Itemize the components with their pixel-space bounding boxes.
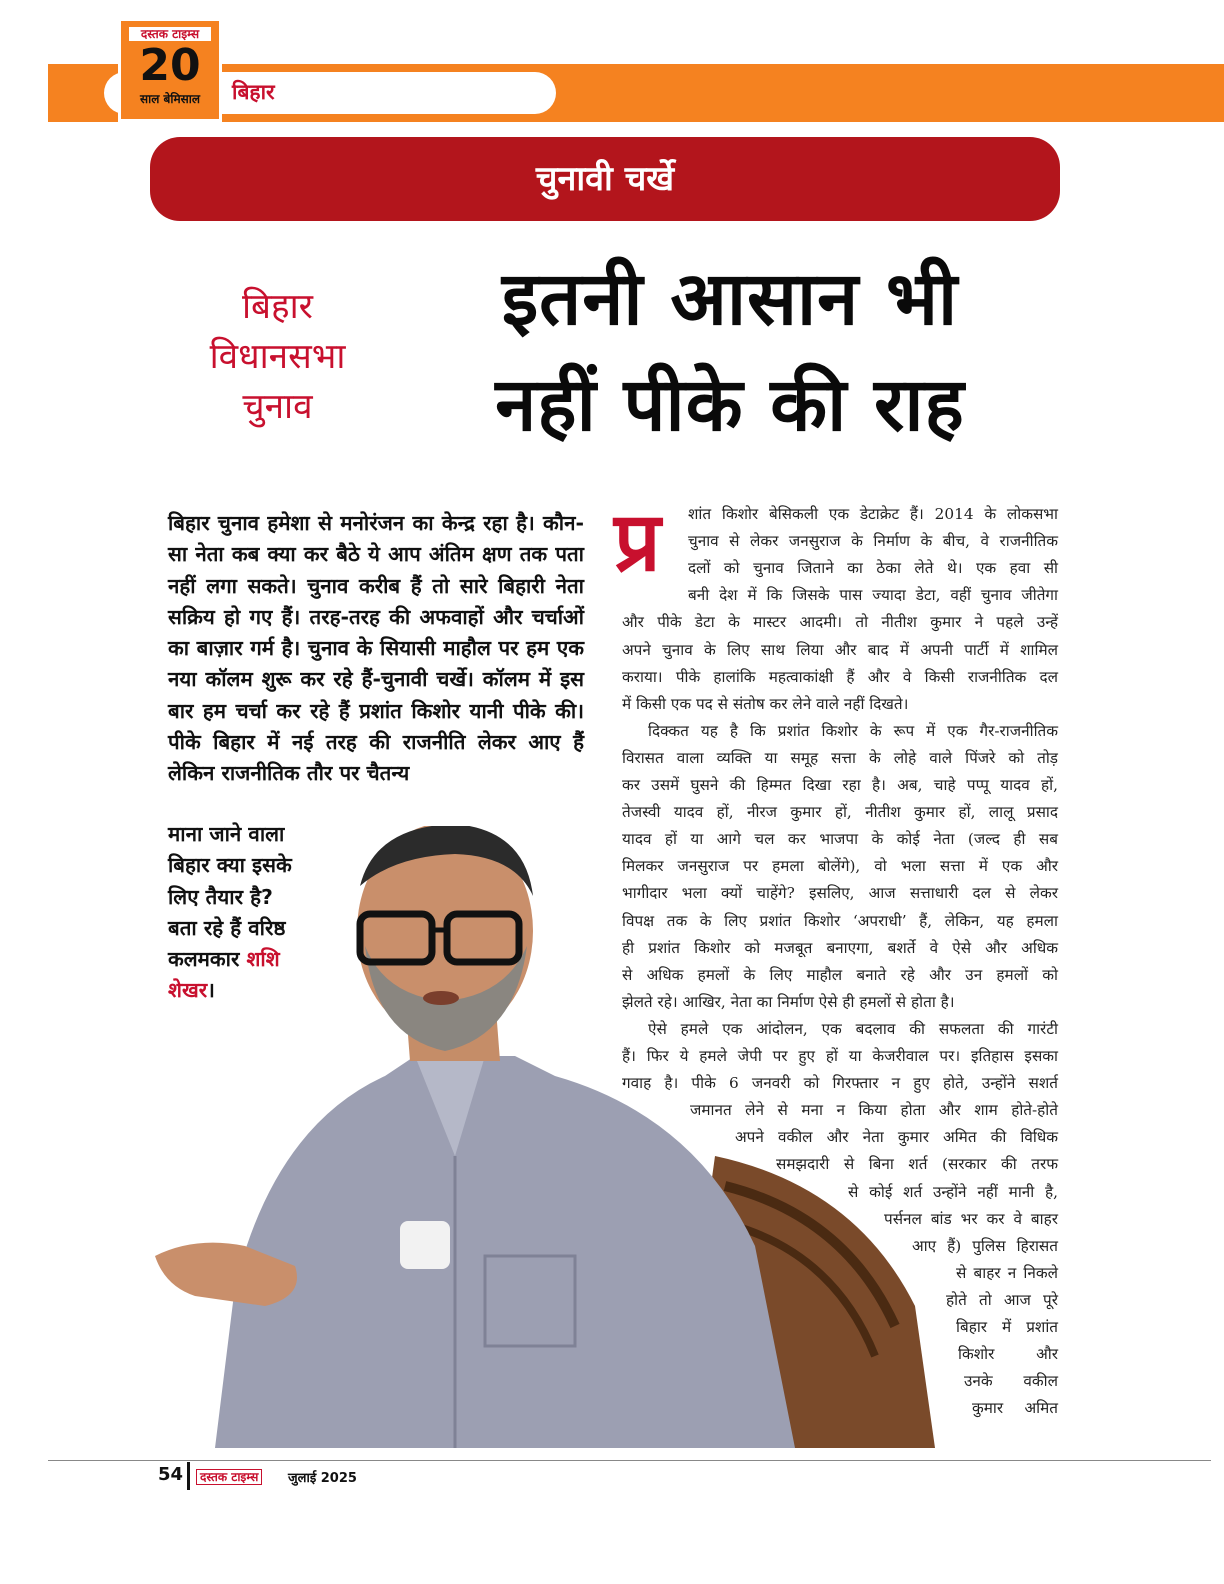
drop-cap: प्र [614,495,661,590]
article-line: हैं। फिर ये हमले जेपी पर हुए हों या केजरीवाल पर। इतिहास इसका [622,1047,1058,1065]
column-banner [150,137,1060,221]
kicker-line: विधानसभा [209,337,346,377]
article-line: पर्सनल बांड भर कर वे बाहर [884,1209,1058,1228]
article-line: समझदारी से बिना शर्त (सरकार की तरफ [776,1155,1058,1174]
article-line: विपक्ष तक के लिए प्रशांत किशोर ‘अपराधी’ हैं, लेकिन, यह हमला [622,911,1058,930]
article-line: से कोई शर्त उन्होंने नहीं मानी है, [848,1182,1058,1201]
article-line: ऐसे हमले एक आंदोलन, एक बदलाव की सफलता की गारंटी [648,1019,1058,1038]
article-line: से बाहर न निकले [956,1263,1058,1282]
footer-separator [187,1462,190,1490]
article-line: शांत किशोर बेसिकली एक डेटाक्रेट हैं। 2014 के लोकसभा [688,505,1058,523]
article-line: होते तो आज पूरे [946,1290,1058,1309]
article-line: विरासत वाला व्यक्ति या समूह सत्ता के लोहे वाले पिंजरे को तोड़ [622,748,1058,767]
intro-tail-line: बिहार क्या इसके [168,853,292,878]
article-line: तेजस्वी यादव हों, नीरज कुमार हों, नीतीश कुमार हों, लालू प्रसाद [622,803,1058,822]
article-line: दिक्कत यह है कि प्रशांत किशोर के रूप में एक गैर-राजनीतिक [648,721,1058,740]
author-surname: शेखर [168,978,208,1003]
article-line: अपने वकील और नेता कुमार अमित की विधिक [735,1128,1058,1147]
intro-text: बिहार चुनाव हमेशा से मनोरंजन का केन्द्र रहा है। कौन-सा नेता कब क्या कर बैठे ये आप अंतिम क्षण तक पता नहीं लगा सकते। चुनाव करीब हैं तो सारे बिहारी नेता सक्रिय हो गए हैं। तरह-तरह की अफवाहों और चर्चाओं का बाज़ार गर्म है। चुनाव के सियासी माहौल पर हम एक नया कॉलम शुरू कर रहे हैं-चुनावी चर्खे। कॉलम में इस बार हम चर्चा कर रहे हैं प्रशांत किशोर यानी पीके की। पीके बिहार में नई तरह की राजनीति लेकर आए हैं लेकिन राजनीतिक तौर पर चैतन्य [168,511,584,786]
article-line: अपने चुनाव के लिए साथ लिया और बाद में अपनी पार्टी में शामिल [622,640,1058,659]
article-line: उनके वकील [964,1372,1058,1391]
headline-line: इतनी आसान भी [501,256,959,342]
headline-line: नहीं पीके की राह [495,362,965,448]
article-line: और पीके डेटा के मास्टर आदमी। तो नीतीश कुमार ने पहले उन्हें [622,613,1058,632]
section-label: बिहार [232,80,275,104]
article-line: भागीदार भला क्यों चाहेंगे? इसलिए, आज सत्ताधारी दल से लेकर [622,884,1058,903]
logo-number: 20 [139,40,201,91]
article-line: कुमार अमित [972,1399,1058,1418]
author-name: शशि [246,947,280,972]
article-line: गवाह है। पीके 6 जनवरी को गिरफ्तार न हुए होते, उन्होंने सशर्त [622,1074,1058,1093]
end-mark: । [207,978,215,1003]
kicker-line: चुनाव [242,387,313,427]
page-number: 54 [158,1464,184,1485]
article-line: बनी देश में कि जिसके पास ज्यादा डेटा, वहीं चुनाव जीतेगा [688,586,1058,605]
byline-prefix: कलमकार [168,947,240,972]
kicker [190,282,365,432]
headline [405,246,1055,458]
logo-tagline: साल बेमिसाल [139,92,201,106]
footer-rule [48,1460,1211,1461]
article-line: कर उसमें घुसने की हिम्मत दिखा रहा है। अब, चाहे पप्पू यादव हों, [622,776,1058,794]
article-line: किशोर और [958,1345,1058,1364]
intro-tail-line: बता रहे हैं वरिष्ठ [168,915,286,940]
article-line: ही प्रशांत किशोर को मजबूत बनाएगा, बशर्ते वे ऐसे और अधिक [622,938,1058,957]
kicker-line: बिहार [241,287,313,327]
logo-brand: दस्तक टाइम्स [129,27,211,41]
article-line: झेलते रहे। आखिर, नेता का निर्माण ऐसे ही हमलों से होता है। [622,992,955,1011]
issue-date: जुलाई 2025 [288,1471,357,1486]
anniversary-logo [118,18,222,122]
intro-tail-line: लिए तैयार है? [168,884,273,909]
article-line: में किसी एक पद से संतोष कर लेने वाले नहीं दिखते। [622,694,909,713]
article-line: यादव हों या आगे चल कर भाजपा के कोई नेता (जल्द ही सब [622,830,1058,849]
intro-tail-line: माना जाने वाला [168,822,285,846]
article-line: दलों को चुनाव जिताने का ठेका लेते थे। एक हवा सी [688,559,1058,578]
article-line: जमानत लेने से मना न किया होता और शाम होते-होते [690,1101,1058,1120]
article-line: आए हैं) पुलिस हिरासत [912,1236,1058,1255]
article-line: बिहार में प्रशांत [956,1318,1058,1336]
article-line: से अधिक हमलों के लिए माहौल बनाते रहे और उन हमलों को [622,965,1058,984]
article-line: मिलकर जनसुराज पर हमला बोलेंगे), वो भला सत्ता में एक और [622,857,1058,876]
article-line: चुनाव से लेकर जनसुराज के निर्माण के बीच, वे राजनीतिक [688,532,1058,551]
column-title: चुनावी चर्खे [535,159,675,199]
article-line: कराया। पीके हालांकि महत्वाकांक्षी हैं और वे किसी राजनीतिक दल [622,667,1058,686]
footer-brand: दस्तक टाइम्स [196,1469,262,1485]
